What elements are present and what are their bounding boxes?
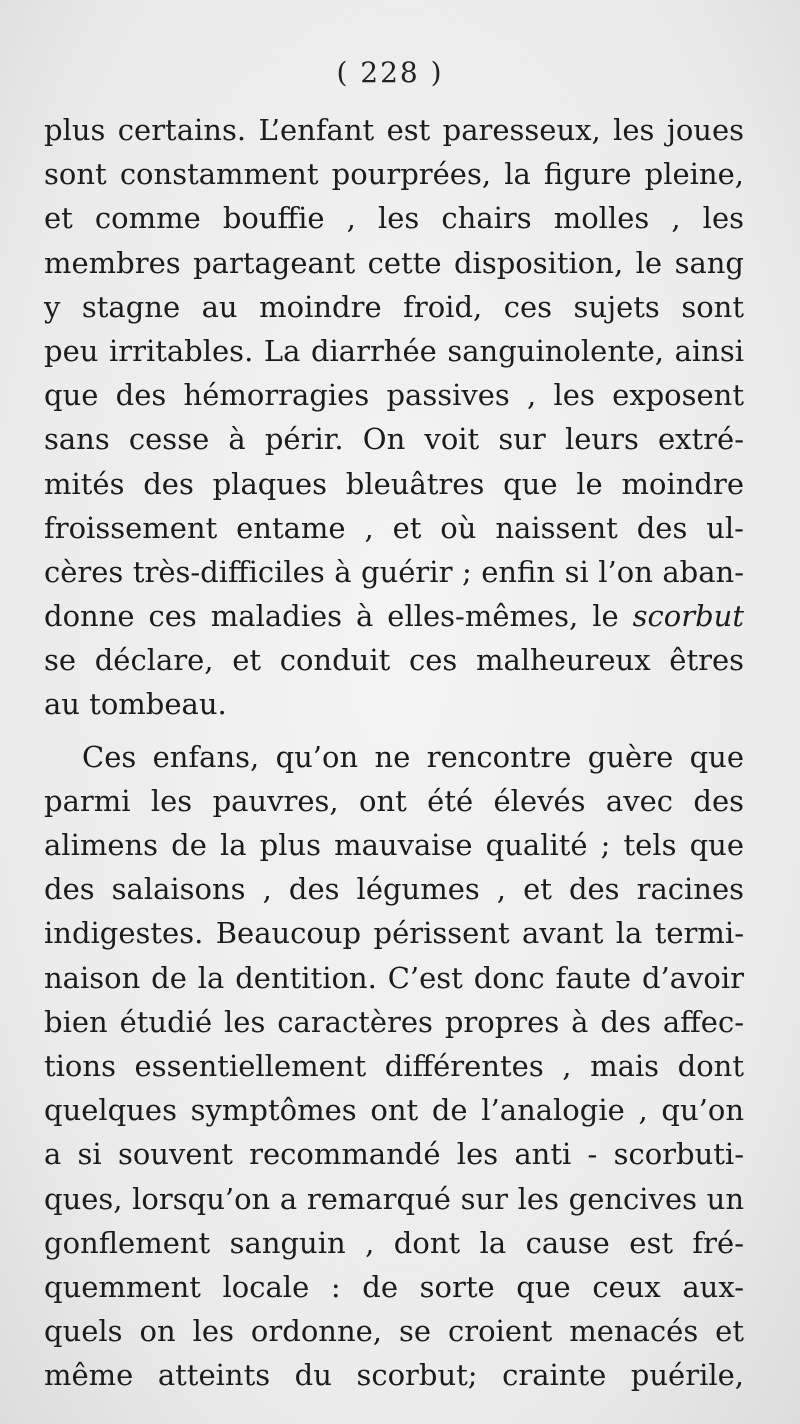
text-line: des salaisons , des légumes , et des racines [44, 872, 744, 907]
text-line: tions essentiellement différentes , mais dont [44, 1048, 744, 1083]
text-line: ques, lorsqu’on a remarqué sur les gencives un [44, 1181, 744, 1216]
text-line-with-italic [44, 594, 744, 638]
text-line: parmi les pauvres, ont été élevés avec des [44, 783, 744, 818]
paragraph-1 [44, 108, 744, 727]
text-line: cères très-difficiles à guérir ; enfin si l’on aban- [44, 554, 744, 589]
text-line: plus certains. L’enfant est paresseux, les joues [44, 113, 744, 147]
text-line: a si souvent recommandé les anti - scorbuti- [44, 1137, 744, 1172]
text-line: quemment locale : de sorte que ceux aux- [44, 1269, 744, 1304]
page-number: ( 228 ) [336, 56, 444, 89]
text-line: que des hémorragies passives , les exposent [44, 378, 744, 413]
italic-term: scorbut [632, 599, 744, 634]
text-line: sont constamment pourprées, la figure pleine, [44, 157, 744, 192]
text-line: indigestes. Beaucoup périssent avant la termi- [44, 916, 744, 951]
text-line: y stagne au moindre froid, ces sujets sont [44, 289, 744, 324]
text-line: se déclare, et conduit ces malheureux êtres [44, 643, 744, 678]
text-segment: donne ces maladies à elles-mêmes, le [44, 599, 633, 634]
text-line: quelques symptômes ont de l’analogie , qu’on [44, 1093, 744, 1128]
body-text [44, 108, 744, 1397]
text-line: et comme bouffie , les chairs molles , les [44, 201, 744, 236]
text-line: froissement entame , et où naissent des ul- [44, 510, 744, 545]
text-line: gonflement sanguin , dont la cause est fré- [44, 1225, 744, 1260]
text-line: naison de la dentition. C’est donc faute d’avoir [44, 960, 744, 995]
text-line: bien étudié les caractères propres à des affec- [44, 1004, 744, 1039]
text-line: mités des plaques bleuâtres que le moindre [44, 466, 744, 501]
text-line: Ces enfans, qu’on ne rencontre guère que [82, 739, 744, 774]
text-line: au tombeau. [44, 687, 227, 722]
text-line: sans cesse à périr. On voit sur leurs extré- [44, 422, 744, 457]
paragraph-2 [44, 735, 744, 1398]
text-line: quels on les ordonne, se croient menacés et [44, 1314, 744, 1349]
text-line: membres partageant cette disposition, le sang [44, 245, 744, 280]
text-line: même atteints du scorbut; crainte puérile, [44, 1358, 744, 1393]
text-line: peu irritables. La diarrhée sanguinolente, ainsi [44, 333, 744, 368]
paragraph-gap [44, 727, 744, 735]
text-line: alimens de la plus mauvaise qualité ; tels que [44, 828, 744, 862]
